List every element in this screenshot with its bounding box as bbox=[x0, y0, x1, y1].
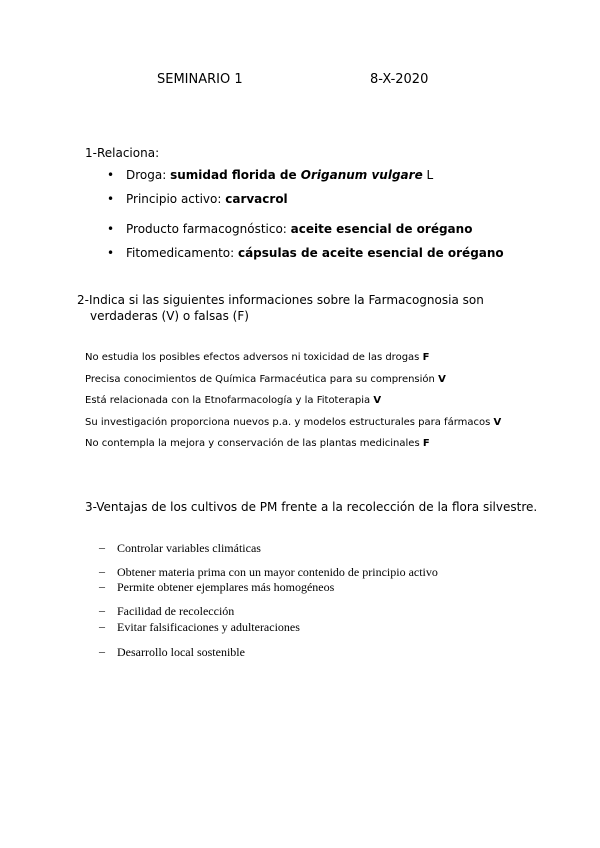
section1-title: 1-Relaciona: bbox=[85, 146, 160, 160]
bullet-dot: • bbox=[107, 192, 115, 206]
section1-item-producto: Producto farmacognóstico: aceite esencial de orégano bbox=[126, 222, 473, 236]
advantage-item: Facilidad de recolección bbox=[117, 604, 235, 618]
advantage-item: Controlar variables climáticas bbox=[117, 541, 261, 555]
advantage-item: Permite obtener ejemplares más homogéneos bbox=[117, 580, 335, 594]
list-dash: – bbox=[99, 579, 105, 593]
list-dash: – bbox=[99, 619, 105, 633]
section1-item-fitomedicamento: Fitomedicamento: cápsulas de aceite esencial de orégano bbox=[126, 246, 504, 260]
statement-5: No contempla la mejora y conservación de las plantas medicinales F bbox=[85, 438, 430, 449]
list-dash: – bbox=[99, 603, 105, 617]
statement-2: Precisa conocimientos de Química Farmacéutica para su comprensión V bbox=[85, 374, 446, 385]
section3-title: 3-Ventajas de los cultivos de PM frente a la recolección de la flora silvestre. bbox=[85, 500, 538, 514]
advantage-item: Evitar falsificaciones y adulteraciones bbox=[117, 620, 300, 634]
bullet-dot: • bbox=[107, 246, 115, 260]
advantage-item: Desarrollo local sostenible bbox=[117, 645, 245, 659]
bullet-dot: • bbox=[107, 168, 115, 182]
bullet-dot: • bbox=[107, 222, 115, 236]
section1-item-droga: Droga: sumidad florida de Origanum vulgare L bbox=[126, 168, 434, 182]
seminar-date: 8-X-2020 bbox=[370, 72, 429, 87]
list-dash: – bbox=[99, 564, 105, 578]
list-dash: – bbox=[99, 644, 105, 658]
statement-3: Está relacionada con la Etnofarmacología y la Fitoterapia V bbox=[85, 395, 382, 406]
statement-1: No estudia los posibles efectos adversos ni toxicidad de las drogas F bbox=[85, 352, 430, 363]
advantage-item: Obtener materia prima con un mayor contenido de principio activo bbox=[117, 565, 438, 579]
section2-title: 2-Indica si las siguientes informaciones sobre la Farmacognosia son verdaderas (V) o falsas (F) bbox=[77, 293, 484, 323]
statement-4: Su investigación proporciona nuevos p.a. y modelos estructurales para fármacos V bbox=[85, 417, 502, 428]
list-dash: – bbox=[99, 540, 105, 554]
section1-item-principio: Principio activo: carvacrol bbox=[126, 192, 288, 206]
seminar-title: SEMINARIO 1 bbox=[157, 72, 243, 87]
